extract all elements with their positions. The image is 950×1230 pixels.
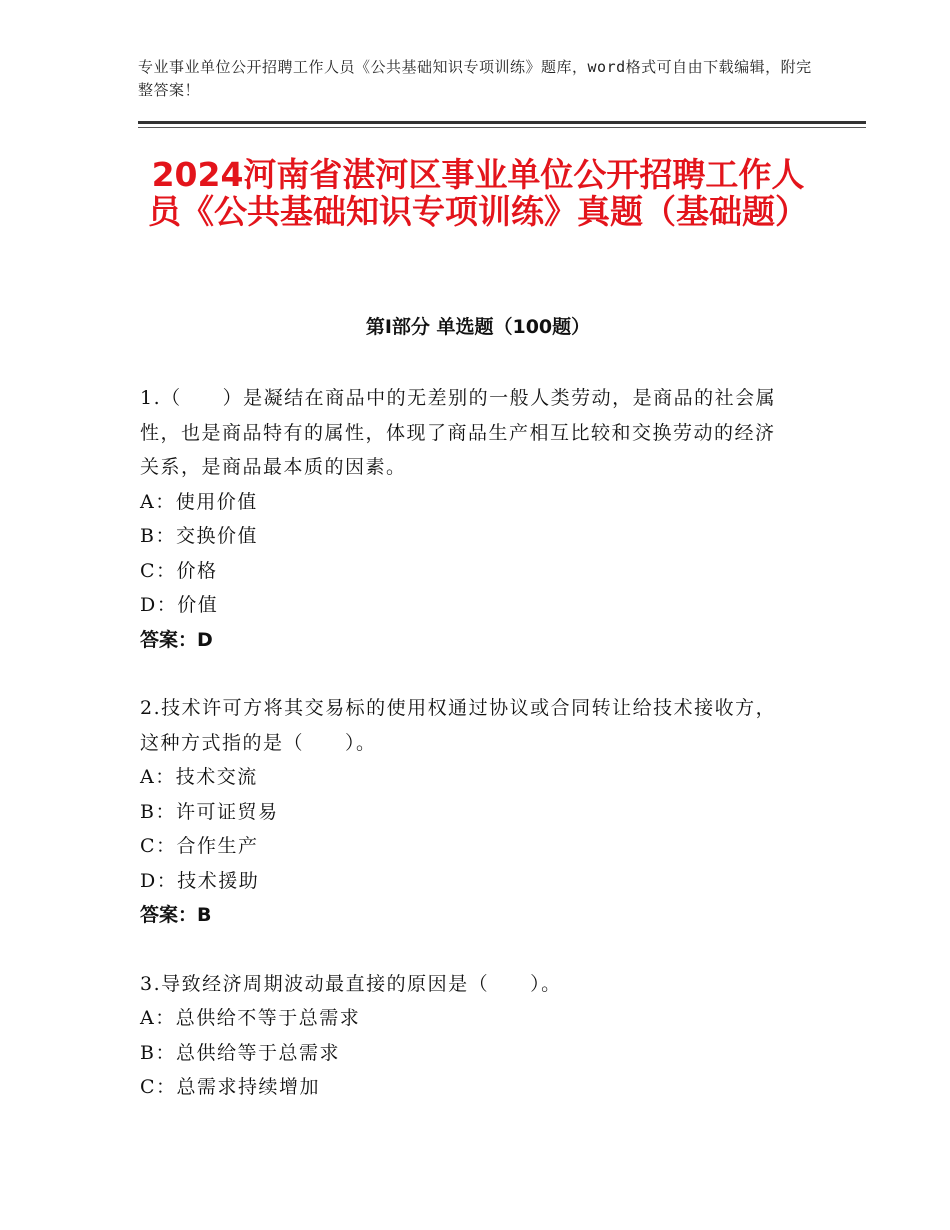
header-note: 专业事业单位公开招聘工作人员《公共基础知识专项训练》题库，word格式可自由下载编辑，附完整答案！ (138, 58, 812, 99)
answer-value: D (197, 628, 213, 651)
answer-label: 答案： (140, 904, 198, 926)
section-title: 第Ⅰ部分 单选题（100题） (365, 316, 591, 338)
option-d: D：价值 (140, 594, 219, 616)
question-3 (140, 967, 790, 1105)
question-list (140, 381, 790, 1139)
document-title: 2024河南省湛河区事业单位公开招聘工作人员《公共基础知识专项训练》真题（基础题） (148, 155, 808, 231)
question-stem: 3.导致经济周期波动最直接的原因是（ ）。 (140, 972, 562, 995)
option-c: C：价格 (140, 559, 218, 582)
option-a: A：总供给不等于总需求 (140, 1007, 361, 1029)
option-b: B：交换价值 (140, 525, 258, 547)
question-1 (140, 381, 790, 657)
answer-line (140, 623, 790, 658)
answer-line (140, 898, 790, 933)
option-a: A：技术交流 (140, 766, 258, 788)
answer-label: 答案： (140, 628, 198, 651)
question-2 (140, 691, 790, 933)
question-stem: 1.（ ）是凝结在商品中的无差别的一般人类劳动，是商品的社会属性，也是商品特有的属性，体现了商品生产相互比较和交换劳动的经济关系，是商品最本质的因素。 (140, 387, 777, 478)
question-stem: 2.技术许可方将其交易标的使用权通过协议或合同转让给技术接收方，这种方式指的是（ ）。 (140, 697, 777, 754)
option-a: A：使用价值 (140, 490, 258, 513)
option-c: C：合作生产 (140, 835, 259, 857)
header-divider-thin (138, 127, 866, 128)
header-divider-thick (138, 121, 866, 124)
answer-value: B (197, 904, 212, 926)
option-b: B：总供给等于总需求 (140, 1041, 340, 1064)
option-d: D：技术援助 (140, 869, 260, 892)
option-b: B：许可证贸易 (140, 800, 279, 823)
option-c: C：总需求持续增加 (140, 1076, 321, 1098)
